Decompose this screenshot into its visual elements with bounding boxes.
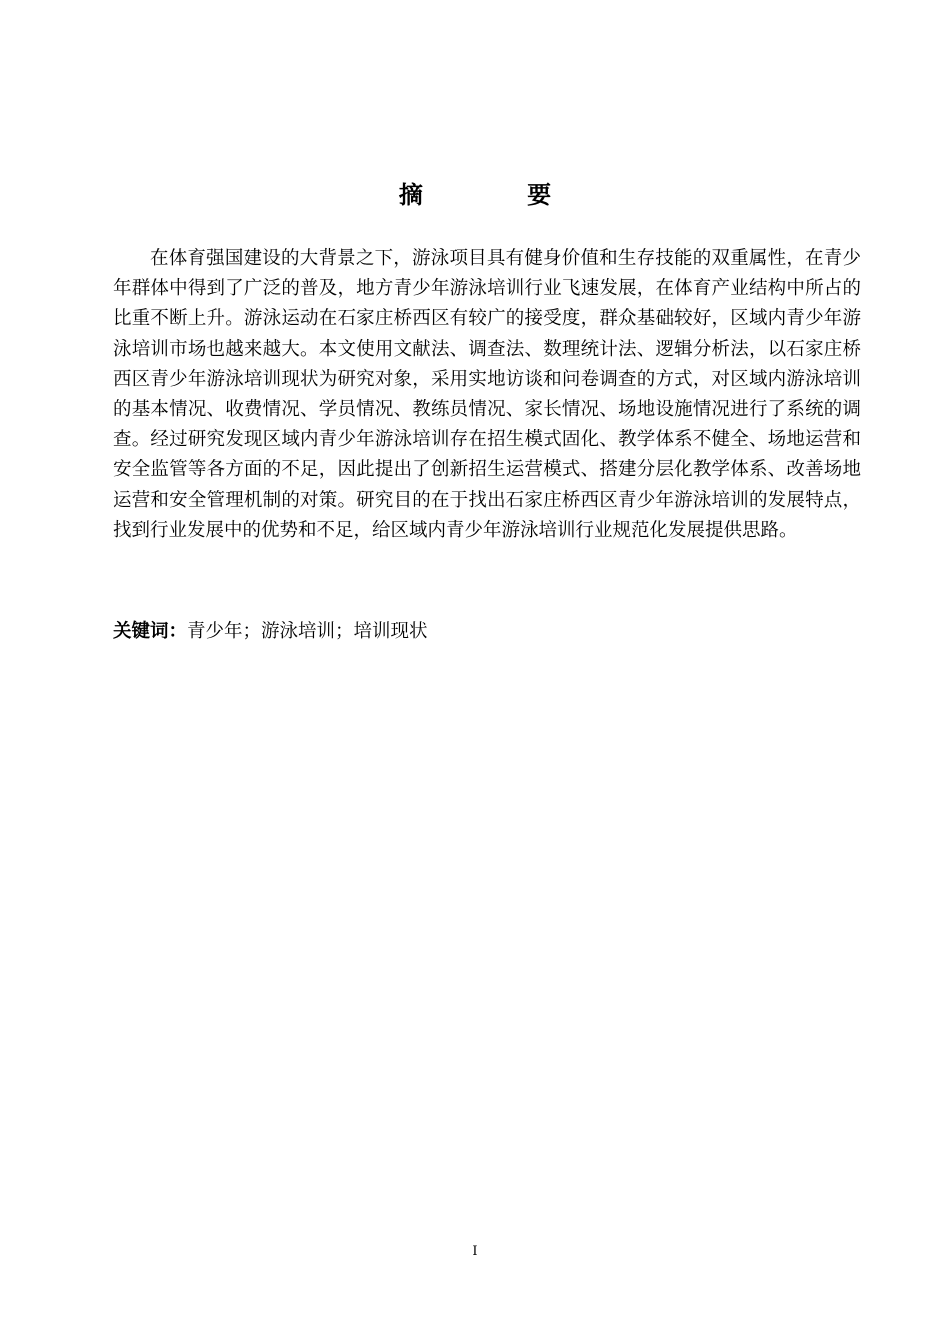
keywords-label: 关键词： <box>113 621 188 642</box>
keywords-line <box>113 618 861 646</box>
abstract-paragraph: 在体育强国建设的大背景之下，游泳项目具有健身价值和生存技能的双重属性，在青少年群体中得到了广泛的普及，地方青少年游泳培训行业飞速发展，在体育产业结构中所占的比重不断上升。游泳运动在石家庄桥西区有较广的接受度，群众基础较好，区域内青少年游泳培训市场也越来越大。本文使用文献法、调查法、数理统计法、逻辑分析法，以石家庄桥西区青少年游泳培训现状为研究对象，采用实地访谈和问卷调查的方式，对区域内游泳培训的基本情况、收费情况、学员情况、教练员情况、家长情况、场地设施情况进行了系统的调查。经过研究发现区域内青少年游泳培训存在招生模式固化、教学体系不健全、场地运营和安全监管等各方面的不足，因此提出了创新招生运营模式、搭建分层化教学体系、改善场地运营和安全管理机制的对策。研究目的在于找出石家庄桥西区青少年游泳培训的发展特点，找到行业发展中的优势和不足，给区域内青少年游泳培训行业规范化发展提供思路。 <box>113 248 861 541</box>
page-number: I <box>472 1244 478 1259</box>
abstract-title: 摘 要 <box>398 181 600 209</box>
keywords-text: 青少年；游泳培训；培训现状 <box>187 621 428 642</box>
